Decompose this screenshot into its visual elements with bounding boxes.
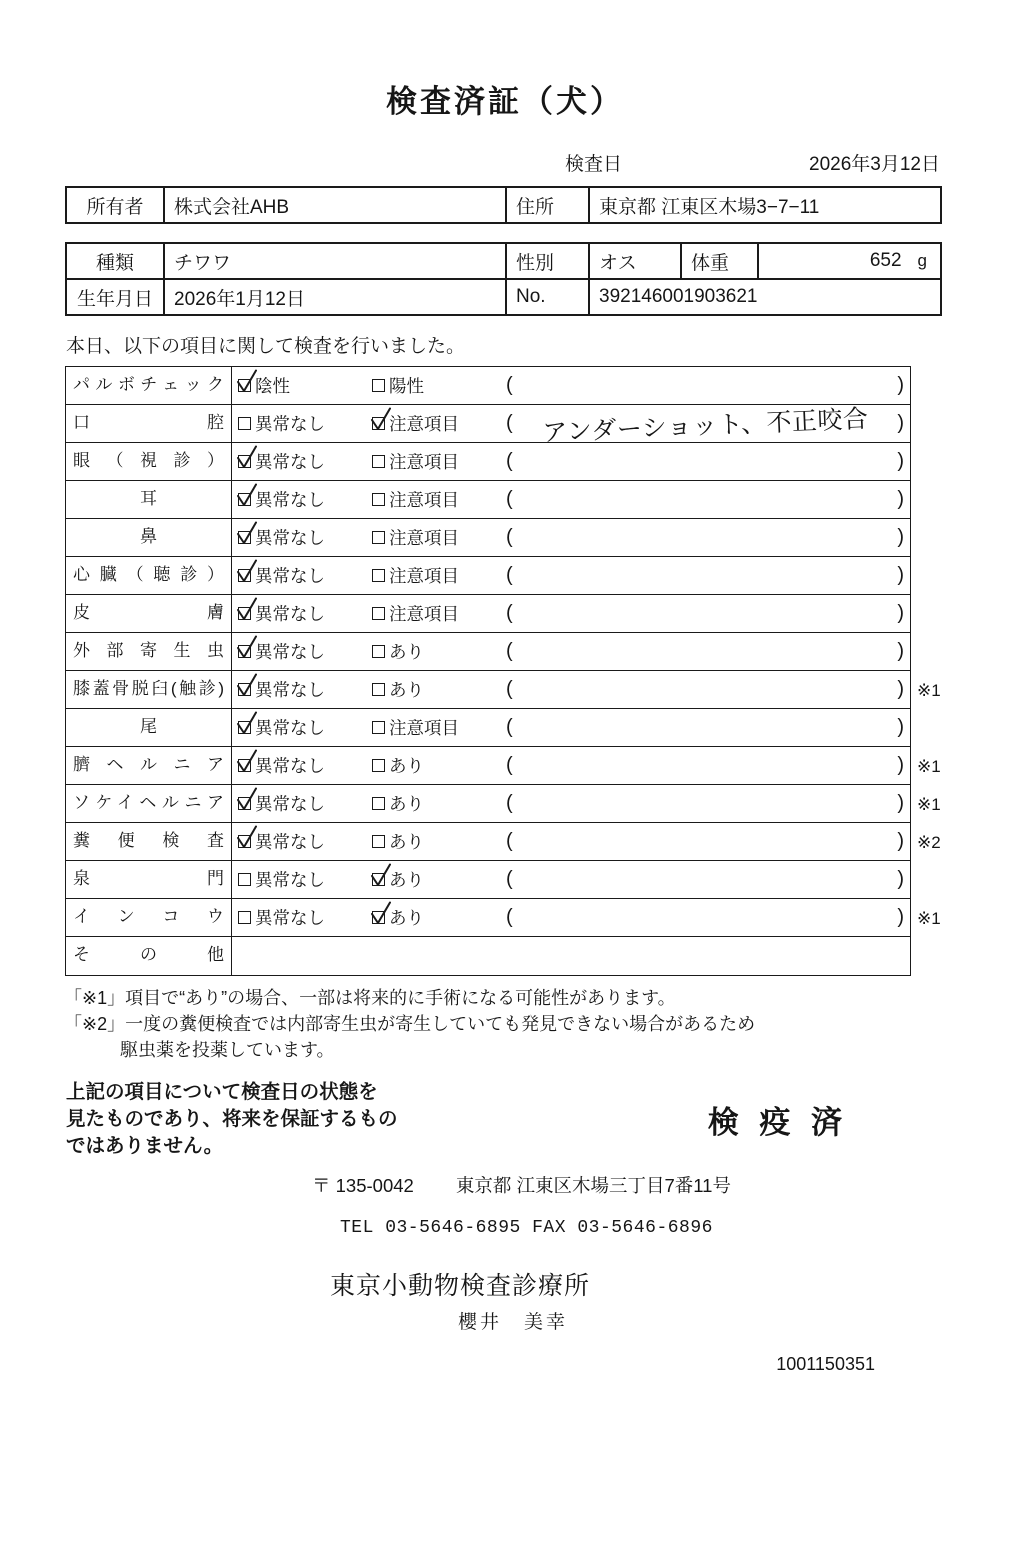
checkbox-label: 異常なし — [255, 452, 325, 472]
checkbox[interactable] — [238, 911, 251, 924]
checkbox-label: 異常なし — [255, 832, 325, 852]
checkbox[interactable] — [238, 531, 251, 544]
checkbox-label: あり — [389, 908, 424, 928]
checkbox-label: 注意項目 — [389, 414, 459, 434]
owner-value: 株式会社AHB — [164, 187, 506, 223]
owner-label: 所有者 — [66, 187, 164, 223]
ref-mark — [911, 406, 953, 444]
paren-close: ) — [897, 602, 904, 624]
table-row — [66, 785, 910, 823]
checkbox-option — [372, 715, 506, 740]
address-value: 東京都 江東区木場3−7−11 — [589, 187, 941, 223]
table-row — [66, 519, 910, 557]
checkbox-label: あり — [389, 680, 424, 700]
checkbox-option — [238, 829, 372, 854]
weight-value: 652 g — [758, 243, 941, 279]
checkbox-label: あり — [389, 756, 424, 776]
paren-close: ) — [897, 754, 904, 776]
row-options — [232, 747, 910, 784]
paren-open: ( — [506, 564, 513, 586]
ref-mark: ※1 — [917, 909, 941, 928]
checkbox-option — [372, 867, 506, 892]
checkbox-option — [372, 411, 506, 436]
checkbox-label: 異常なし — [255, 490, 325, 510]
checkbox-label: あり — [389, 870, 424, 890]
ref-mark — [911, 482, 953, 520]
checkbox-label: 異常なし — [255, 756, 325, 776]
paren-open: ( — [506, 450, 513, 472]
row-options — [232, 443, 910, 480]
ref-mark: ※1 — [917, 795, 941, 814]
checkbox-option — [238, 905, 372, 930]
checkbox-option — [238, 411, 372, 436]
checkbox-option — [372, 905, 506, 930]
checkbox[interactable] — [372, 607, 385, 620]
sex-label: 性別 — [506, 243, 589, 279]
row-options — [232, 633, 910, 670]
paren-open: ( — [506, 716, 513, 738]
row-label: 口腔 — [66, 405, 232, 442]
checkbox-option — [238, 677, 372, 702]
checkbox[interactable] — [372, 797, 385, 810]
checkbox[interactable] — [372, 873, 385, 886]
clinic-address-line — [312, 1172, 1010, 1198]
address-label: 住所 — [506, 187, 589, 223]
checkbox[interactable] — [372, 645, 385, 658]
handwritten-note: アンダーショット、不正咬合 — [541, 404, 869, 447]
paren-close: ) — [897, 412, 904, 434]
paren-close: ) — [897, 678, 904, 700]
tel-fax-line: TEL 03-5646-6895 FAX 03-5646-6896 — [340, 1218, 713, 1238]
paren-close: ) — [897, 374, 904, 396]
checklist-section — [65, 366, 1010, 976]
checkbox-label: 異常なし — [255, 870, 325, 890]
row-label: 耳 — [66, 481, 232, 518]
checkbox[interactable] — [372, 493, 385, 506]
checkbox-label: 異常なし — [255, 528, 325, 548]
birthdate-value: 2026年1月12日 — [164, 279, 506, 315]
paren-open: ( — [506, 374, 513, 396]
row-options — [232, 937, 910, 975]
paren-open: ( — [506, 754, 513, 776]
checklist-marks — [911, 366, 953, 976]
disclaimer-text: 上記の項目について検査日の状態を 見たものであり、将来を保証するもの ではありません。 — [66, 1081, 398, 1157]
checkbox[interactable] — [372, 417, 385, 430]
checkbox-label: 異常なし — [255, 794, 325, 814]
checkbox-label: 陽性 — [389, 376, 424, 396]
checkbox[interactable] — [238, 797, 251, 810]
checkbox[interactable] — [238, 721, 251, 734]
checkbox-option — [372, 829, 506, 854]
checkbox[interactable] — [372, 759, 385, 772]
checkbox[interactable] — [372, 683, 385, 696]
inspection-date-label: 検査日 — [565, 154, 623, 175]
paren-close: ) — [897, 526, 904, 548]
page-title: 検査済証（犬） — [386, 84, 624, 119]
checkbox-option — [238, 449, 372, 474]
paren-open: ( — [506, 868, 513, 890]
checkbox-option — [372, 373, 506, 398]
paren-open: ( — [506, 602, 513, 624]
birthdate-label: 生年月日 — [66, 279, 164, 315]
checkbox-option — [372, 601, 506, 626]
paren-close: ) — [897, 716, 904, 738]
sex-value: オス — [589, 243, 681, 279]
ref-mark — [911, 520, 953, 558]
breed-value: チワワ — [164, 243, 506, 279]
ref-mark — [911, 862, 953, 900]
row-options — [232, 671, 910, 708]
checkbox-option — [238, 715, 372, 740]
checkbox-label: 異常なし — [255, 908, 325, 928]
table-row — [66, 861, 910, 899]
table-row — [66, 481, 910, 519]
animal-info-table — [65, 242, 942, 316]
row-options — [232, 481, 910, 518]
table-row — [66, 595, 910, 633]
checkbox[interactable] — [238, 493, 251, 506]
checkbox[interactable] — [372, 531, 385, 544]
clinic-name: 東京小動物検査診療所 — [330, 1272, 591, 1300]
checkbox-label: 注意項目 — [389, 718, 459, 738]
checkbox-option — [372, 753, 506, 778]
checklist-table — [65, 366, 911, 976]
row-options — [232, 519, 910, 556]
checkbox[interactable] — [238, 835, 251, 848]
table-row — [66, 443, 910, 481]
ref-mark — [911, 596, 953, 634]
paren-close: ) — [897, 868, 904, 890]
ref-mark: ※1 — [917, 681, 941, 700]
checkbox[interactable] — [238, 455, 251, 468]
ref-mark: ※1 — [917, 757, 941, 776]
row-label: ソケイヘルニア — [66, 785, 232, 822]
row-label: パルボチェック — [66, 367, 232, 404]
table-row — [66, 747, 910, 785]
checkbox-option — [238, 373, 372, 398]
row-label: 臍ヘルニア — [66, 747, 232, 784]
row-options — [232, 861, 910, 898]
checkbox[interactable] — [372, 911, 385, 924]
table-row — [66, 671, 910, 709]
checkbox-option — [372, 639, 506, 664]
row-label: インコウ — [66, 899, 232, 936]
table-row — [66, 557, 910, 595]
ref-mark: ※2 — [917, 833, 941, 852]
checkbox-label: 異常なし — [255, 718, 325, 738]
checkbox-label: 異常なし — [255, 604, 325, 624]
clinic-address: 東京都 江東区木場三丁目7番11号 — [455, 1175, 731, 1196]
disclaimer-row — [66, 1079, 940, 1160]
checkbox-label: 注意項目 — [389, 490, 459, 510]
checkbox-option — [238, 753, 372, 778]
paren-open: ( — [506, 906, 513, 928]
document-code: 1001150351 — [776, 1354, 875, 1374]
checkbox-label: 異常なし — [255, 414, 325, 434]
checkbox[interactable] — [238, 379, 251, 392]
row-label: 眼（視診） — [66, 443, 232, 480]
checkbox-label: あり — [389, 832, 424, 852]
inspection-date-row — [565, 149, 940, 176]
row-options — [232, 823, 910, 860]
checkbox-label: 陰性 — [255, 376, 290, 396]
checkbox[interactable] — [372, 835, 385, 848]
checkbox-option — [372, 487, 506, 512]
row-label: 尾 — [66, 709, 232, 746]
checkbox-option — [372, 563, 506, 588]
paren-close: ) — [897, 488, 904, 510]
ref-mark — [911, 710, 953, 748]
ref-mark — [911, 558, 953, 596]
row-options — [232, 709, 910, 746]
table-row — [66, 367, 910, 405]
row-label: 外部寄生虫 — [66, 633, 232, 670]
checkbox-label: 異常なし — [255, 566, 325, 586]
footnotes — [64, 985, 1010, 1063]
row-label: 心臓（聴診） — [66, 557, 232, 594]
checkbox-option — [238, 867, 372, 892]
paren-open: ( — [506, 640, 513, 662]
checkbox-option — [238, 487, 372, 512]
table-row — [66, 709, 910, 747]
checkbox-option — [238, 563, 372, 588]
paren-close: ) — [897, 792, 904, 814]
quarantine-stamp: 検 疫 済 — [707, 1105, 848, 1140]
ref-mark — [911, 634, 953, 672]
table-row — [66, 899, 910, 937]
checkbox[interactable] — [372, 569, 385, 582]
breed-label: 種類 — [66, 243, 164, 279]
checkbox-option — [372, 449, 506, 474]
table-row — [66, 937, 910, 975]
checkbox[interactable] — [238, 759, 251, 772]
paren-open: ( — [506, 792, 513, 814]
footnote-2: 「※2」一度の糞便検査では内部寄生虫が寄生していても発見できない場合があるため — [64, 1014, 756, 1034]
row-options — [232, 404, 910, 447]
weight-label: 体重 — [681, 243, 758, 279]
paren-close: ) — [897, 640, 904, 662]
no-value: 392146001903621 — [589, 279, 941, 315]
checkbox[interactable] — [372, 379, 385, 392]
checkbox-label: 注意項目 — [389, 566, 459, 586]
checkbox[interactable] — [372, 721, 385, 734]
row-options — [232, 557, 910, 594]
row-options — [232, 899, 910, 936]
owner-table — [65, 186, 942, 224]
paren-close: ) — [897, 830, 904, 852]
paren-open: ( — [506, 488, 513, 510]
ref-mark — [911, 444, 953, 482]
row-label: 鼻 — [66, 519, 232, 556]
checkbox-option — [372, 525, 506, 550]
checkbox-label: 異常なし — [255, 680, 325, 700]
weight-unit: g — [917, 251, 927, 270]
table-row — [66, 633, 910, 671]
paren-close: ) — [897, 564, 904, 586]
row-options — [232, 785, 910, 822]
checkbox[interactable] — [238, 569, 251, 582]
row-options — [232, 367, 910, 404]
ref-mark — [911, 938, 953, 976]
checkbox[interactable] — [238, 683, 251, 696]
checkbox-option — [238, 525, 372, 550]
postal-code: 〒 135-0042 — [312, 1175, 414, 1196]
row-label: 糞便検査 — [66, 823, 232, 860]
paren-open: ( — [506, 678, 513, 700]
checkbox-option — [238, 639, 372, 664]
row-label: 膝蓋骨脱臼(触診) — [66, 671, 232, 708]
table-row — [66, 823, 910, 861]
checkbox-label: あり — [389, 794, 424, 814]
checkbox-label: 異常なし — [255, 642, 325, 662]
table-row — [66, 404, 910, 447]
inspection-date-value: 2026年3月12日 — [809, 154, 940, 175]
checkbox[interactable] — [238, 873, 251, 886]
intro-text: 本日、以下の項目に関して検査を行いました。 — [66, 336, 466, 357]
ref-mark — [911, 368, 953, 406]
paren-open: ( — [506, 526, 513, 548]
checkbox-option — [238, 791, 372, 816]
paren-close: ) — [897, 450, 904, 472]
row-options — [232, 595, 910, 632]
checkbox-option — [238, 601, 372, 626]
checkbox-option — [372, 677, 506, 702]
checkbox-label: 注意項目 — [389, 528, 459, 548]
row-label: 皮膚 — [66, 595, 232, 632]
row-label: その他 — [66, 937, 232, 975]
checkbox[interactable] — [238, 645, 251, 658]
checkbox-label: あり — [389, 642, 424, 662]
no-label: No. — [506, 279, 589, 315]
footnote-3: 駆虫薬を投薬しています。 — [120, 1040, 335, 1060]
checkbox-option — [372, 791, 506, 816]
paren-close: ) — [897, 906, 904, 928]
footnote-1: 「※1」項目で“あり”の場合、一部は将来的に手術になる可能性があります。 — [64, 988, 676, 1008]
checkbox-label: 注意項目 — [389, 604, 459, 624]
checkbox[interactable] — [238, 417, 251, 430]
paren-open: ( — [506, 412, 513, 434]
vet-name: 櫻井 美幸 — [458, 1312, 569, 1333]
checkbox[interactable] — [238, 607, 251, 620]
checkbox-label: 注意項目 — [389, 452, 459, 472]
checkbox[interactable] — [372, 455, 385, 468]
row-label: 泉門 — [66, 861, 232, 898]
paren-open: ( — [506, 830, 513, 852]
